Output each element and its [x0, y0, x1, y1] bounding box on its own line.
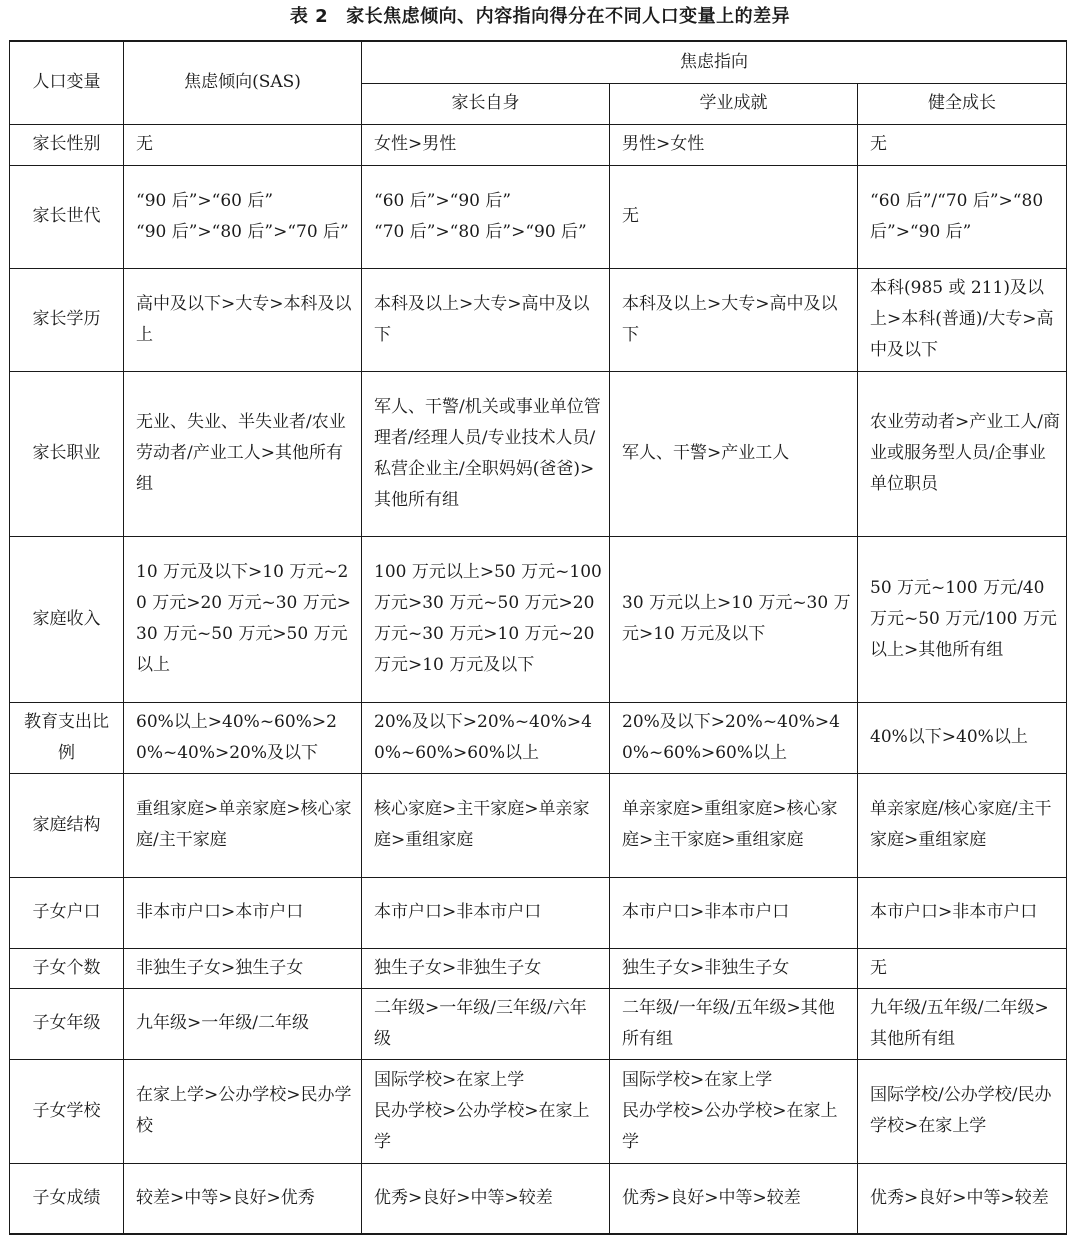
table-row	[10, 702, 1067, 773]
row-growth: 九年级/五年级/二年级>其他所有组	[858, 988, 1067, 1059]
row-academic: 单亲家庭>重组家庭>核心家庭>主干家庭>重组家庭	[610, 773, 858, 877]
table-row	[10, 877, 1067, 948]
table-row	[10, 773, 1067, 877]
row-academic: 本市户口>非本市户口	[610, 877, 858, 948]
row-self: 独生子女>非独生子女	[362, 948, 610, 988]
table-row	[10, 536, 1067, 702]
header-tendency: 焦虑倾向(SAS)	[124, 41, 362, 124]
row-academic: 男性>女性	[610, 124, 858, 165]
row-growth: 40%以下>40%以上	[858, 702, 1067, 773]
row-academic: 优秀>良好>中等>较差	[610, 1163, 858, 1234]
row-academic: 国际学校>在家上学 民办学校>公办学校>在家上学	[610, 1059, 858, 1163]
table-title: 家长焦虑倾向、内容指向得分在不同人口变量上的差异	[346, 6, 791, 27]
row-variable: 教育支出比例	[10, 702, 124, 773]
row-tendency: 非独生子女>独生子女	[124, 948, 362, 988]
row-variable: 子女学校	[10, 1059, 124, 1163]
header-academic: 学业成就	[610, 83, 858, 124]
row-growth: 无	[858, 124, 1067, 165]
row-academic: 无	[610, 165, 858, 268]
row-variable: 家长性别	[10, 124, 124, 165]
row-tendency: 高中及以下>大专>本科及以上	[124, 268, 362, 371]
row-variable: 子女年级	[10, 988, 124, 1059]
row-growth: 50 万元~100 万元/40 万元~50 万元/100 万元以上>其他所有组	[858, 536, 1067, 702]
comparison-table	[9, 40, 1067, 1235]
row-growth: 本科(985 或 211)及以上>本科(普通)/大专>高中及以下	[858, 268, 1067, 371]
row-self: 本市户口>非本市户口	[362, 877, 610, 948]
row-tendency: 无业、失业、半失业者/农业劳动者/产业工人>其他所有组	[124, 371, 362, 536]
row-tendency: 非本市户口>本市户口	[124, 877, 362, 948]
row-tendency: 在家上学>公办学校>民办学校	[124, 1059, 362, 1163]
row-academic: 本科及以上>大专>高中及以下	[610, 268, 858, 371]
row-tendency: 重组家庭>单亲家庭>核心家庭/主干家庭	[124, 773, 362, 877]
row-growth: “60 后”/“70 后”>“80 后”>“90 后”	[858, 165, 1067, 268]
row-tendency: 10 万元及以下>10 万元~20 万元>20 万元~30 万元>30 万元~50 万元>50 万元以上	[124, 536, 362, 702]
header-self: 家长自身	[362, 83, 610, 124]
row-growth: 无	[858, 948, 1067, 988]
table-row	[10, 1163, 1067, 1234]
row-tendency: 较差>中等>良好>优秀	[124, 1163, 362, 1234]
table-row	[10, 948, 1067, 988]
row-variable: 家长学历	[10, 268, 124, 371]
row-tendency: 60%以上>40%~60%>20%~40%>20%及以下	[124, 702, 362, 773]
table-row	[10, 371, 1067, 536]
table-row	[10, 268, 1067, 371]
row-academic: 30 万元以上>10 万元~30 万元>10 万元及以下	[610, 536, 858, 702]
row-self: 优秀>良好>中等>较差	[362, 1163, 610, 1234]
row-self: 国际学校>在家上学 民办学校>公办学校>在家上学	[362, 1059, 610, 1163]
row-variable: 子女户口	[10, 877, 124, 948]
header-row-1	[10, 41, 1067, 83]
row-variable: 子女成绩	[10, 1163, 124, 1234]
row-tendency: 九年级>一年级/二年级	[124, 988, 362, 1059]
table-number: 表 2	[289, 6, 329, 27]
row-self: 本科及以上>大专>高中及以下	[362, 268, 610, 371]
row-growth: 单亲家庭/核心家庭/主干家庭>重组家庭	[858, 773, 1067, 877]
table-row	[10, 988, 1067, 1059]
header-variable: 人口变量	[10, 41, 124, 124]
table-row	[10, 165, 1067, 268]
row-tendency: 无	[124, 124, 362, 165]
row-growth: 国际学校/公办学校/民办学校>在家上学	[858, 1059, 1067, 1163]
row-self: “60 后”>“90 后” “70 后”>“80 后”>“90 后”	[362, 165, 610, 268]
row-academic: 20%及以下>20%~40%>40%~60%>60%以上	[610, 702, 858, 773]
row-self: 100 万元以上>50 万元~100 万元>30 万元~50 万元>20 万元~30 万元>10 万元~20 万元>10 万元及以下	[362, 536, 610, 702]
row-self: 20%及以下>20%~40%>40%~60%>60%以上	[362, 702, 610, 773]
row-tendency: “90 后”>“60 后” “90 后”>“80 后”>“70 后”	[124, 165, 362, 268]
row-self: 核心家庭>主干家庭>单亲家庭>重组家庭	[362, 773, 610, 877]
table-caption	[0, 4, 1080, 30]
row-self: 女性>男性	[362, 124, 610, 165]
row-self: 军人、干警/机关或事业单位管理者/经理人员/专业技术人员/私营企业主/全职妈妈(爸爸)>其他所有组	[362, 371, 610, 536]
row-academic: 二年级/一年级/五年级>其他所有组	[610, 988, 858, 1059]
row-growth: 本市户口>非本市户口	[858, 877, 1067, 948]
header-direction: 焦虑指向	[362, 41, 1067, 83]
header-growth: 健全成长	[858, 83, 1067, 124]
table-row	[10, 124, 1067, 165]
row-academic: 军人、干警>产业工人	[610, 371, 858, 536]
table-row	[10, 1059, 1067, 1163]
row-growth: 优秀>良好>中等>较差	[858, 1163, 1067, 1234]
row-growth: 农业劳动者>产业工人/商业或服务型人员/企事业单位职员	[858, 371, 1067, 536]
row-variable: 家庭收入	[10, 536, 124, 702]
row-self: 二年级>一年级/三年级/六年级	[362, 988, 610, 1059]
row-variable: 家庭结构	[10, 773, 124, 877]
row-academic: 独生子女>非独生子女	[610, 948, 858, 988]
row-variable: 家长世代	[10, 165, 124, 268]
row-variable: 家长职业	[10, 371, 124, 536]
row-variable: 子女个数	[10, 948, 124, 988]
